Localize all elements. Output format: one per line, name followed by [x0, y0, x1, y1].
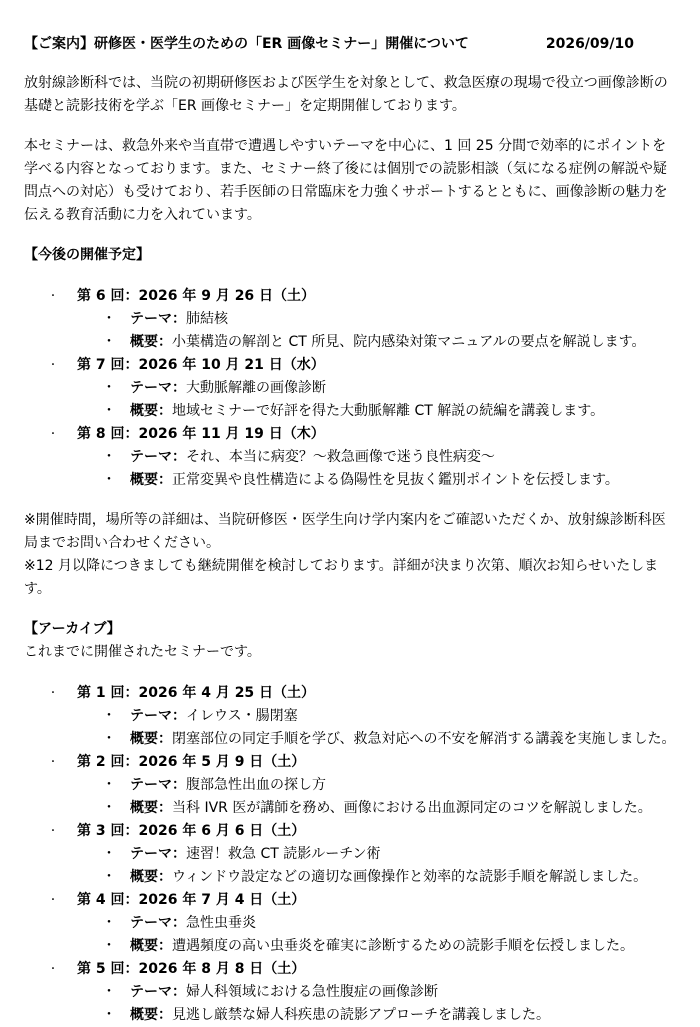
- session-details: [77, 446, 676, 492]
- session-heading: 第 3 回：2026 年 6 月 6 日（土）: [77, 823, 306, 839]
- upcoming-session-list: [24, 285, 676, 492]
- theme-text: 婦人科領域における急性腹症の画像診断: [186, 984, 438, 1000]
- session-summary: [77, 935, 676, 958]
- summary-text: 遭遇頻度の高い虫垂炎を確実に診断するための読影手順を伝授しました。: [172, 938, 634, 954]
- session-summary: [77, 728, 676, 751]
- session-summary: [77, 331, 676, 354]
- intro-paragraph-1: 放射線診断科では、当院の初期研修医および医学生を対象として、救急医療の現場で役立つ画像診断の基礎と読影技術を学ぶ「ER 画像セミナー」を定期開催しております。: [24, 75, 668, 114]
- theme-label: テーマ：: [130, 380, 186, 396]
- document-title: 【ご案内】研修医・医学生のための「ER 画像セミナー」開催について: [24, 36, 469, 52]
- session-heading: 第 5 回：2026 年 8 月 8 日（土）: [77, 961, 306, 977]
- session-theme: [77, 705, 676, 728]
- theme-label: テーマ：: [130, 915, 186, 931]
- session-theme: [77, 446, 676, 469]
- session-heading: 第 1 回：2026 年 4 月 25 日（土）: [77, 685, 316, 701]
- summary-text: 見逃し厳禁な婦人科疾患の読影アプローチを講義しました。: [172, 1007, 550, 1023]
- session-theme: [77, 843, 676, 866]
- notes-block: [24, 509, 676, 601]
- session-heading: 第 7 回：2026 年 10 月 21 日（水）: [77, 357, 325, 373]
- session-theme: [77, 912, 676, 935]
- summary-text: 当科 IVR 医が講師を務め、画像における出血源同定のコツを解説しました。: [172, 800, 652, 816]
- session-details: [77, 377, 676, 423]
- theme-label: テーマ：: [130, 846, 186, 862]
- bullet-icon: ・: [102, 846, 116, 862]
- session-details: [77, 981, 676, 1027]
- theme-text: 速習！救急 CT 読影ルーチン術: [186, 846, 381, 862]
- session-theme: [77, 308, 676, 331]
- bullet-icon: ·: [50, 754, 56, 770]
- bullet-icon: ・: [102, 869, 116, 885]
- session-summary: [77, 797, 676, 820]
- session-item: [24, 354, 676, 423]
- session-details: [77, 774, 676, 820]
- session-details: [77, 308, 676, 354]
- summary-label: 概要：: [130, 869, 172, 885]
- session-heading: 第 4 回：2026 年 7 月 4 日（土）: [77, 892, 306, 908]
- theme-label: テーマ：: [130, 449, 186, 465]
- session-item: [24, 751, 676, 820]
- session-item: [24, 958, 676, 1027]
- session-item: [24, 820, 676, 889]
- note-text: ※開催時間，場所等の詳細は、当院研修医・医学生向け学内案内をご確認いただくか、放射線診断科医局までお問い合わせください。: [24, 512, 666, 551]
- session-theme: [77, 377, 676, 400]
- theme-text: 大動脈解離の画像診断: [186, 380, 326, 396]
- summary-label: 概要：: [130, 731, 172, 747]
- theme-text: 肺結核: [186, 311, 228, 327]
- session-item: [24, 889, 676, 958]
- session-details: [77, 705, 676, 751]
- archive-intro: これまでに開催されたセミナーです。: [24, 644, 261, 660]
- bullet-icon: ・: [102, 380, 116, 396]
- theme-label: テーマ：: [130, 984, 186, 1000]
- theme-text: 急性虫垂炎: [186, 915, 256, 931]
- intro-paragraph-2: 本セミナーは、救急外来や当直帯で遭遇しやすいテーマを中心に、1 回 25 分間で効率的にポイントを学べる内容となっております。また、セミナー終了後には個別での読影相談（気になる症例の解説や疑問点への対応）も受けており、若手医師の日常臨床を力強くサポートするとともに、画像診断の魅力を伝える教育活動に力を入れています。: [24, 138, 668, 223]
- summary-label: 概要：: [130, 403, 172, 419]
- session-theme: [77, 981, 676, 1004]
- bullet-icon: ・: [102, 449, 116, 465]
- bullet-icon: ・: [102, 938, 116, 954]
- theme-text: イレウス・腸閉塞: [186, 708, 298, 724]
- document-date: 2026/09/10: [545, 36, 634, 52]
- session-summary: [77, 400, 676, 423]
- bullet-icon: ・: [102, 915, 116, 931]
- summary-label: 概要：: [130, 800, 172, 816]
- note-text: ※12 月以降につきましても継続開催を検討しております。詳細が決まり次第、順次お知らせいたします。: [24, 558, 659, 597]
- summary-text: 小葉構造の解剖と CT 所見、院内感染対策マニュアルの要点を解説します。: [172, 334, 646, 350]
- bullet-icon: ・: [102, 800, 116, 816]
- header: [24, 34, 676, 54]
- theme-text: 腹部急性出血の探し方: [186, 777, 326, 793]
- session-item: [24, 285, 676, 354]
- upcoming-section-title: 【今後の開催予定】: [24, 247, 150, 263]
- bullet-icon: ・: [102, 1007, 116, 1023]
- summary-label: 概要：: [130, 1007, 172, 1023]
- session-heading: 第 8 回：2026 年 11 月 19 日（木）: [77, 426, 325, 442]
- session-item: [24, 682, 676, 751]
- theme-label: テーマ：: [130, 777, 186, 793]
- archive-session-list: [24, 682, 676, 1027]
- bullet-icon: ・: [102, 334, 116, 350]
- bullet-icon: ・: [102, 472, 116, 488]
- session-summary: [77, 1004, 676, 1027]
- theme-label: テーマ：: [130, 311, 186, 327]
- summary-label: 概要：: [130, 938, 172, 954]
- session-summary: [77, 469, 676, 492]
- session-item: [24, 423, 676, 492]
- bullet-icon: ・: [102, 403, 116, 419]
- bullet-icon: ·: [50, 823, 56, 839]
- summary-text: 閉塞部位の同定手順を学び、救急対応への不安を解消する講義を実施しました。: [172, 731, 676, 747]
- bullet-icon: ・: [102, 984, 116, 1000]
- bullet-icon: ·: [50, 288, 56, 304]
- bullet-icon: ・: [102, 777, 116, 793]
- session-details: [77, 912, 676, 958]
- session-theme: [77, 774, 676, 797]
- bullet-icon: ・: [102, 311, 116, 327]
- bullet-icon: ・: [102, 708, 116, 724]
- summary-text: 地域セミナーで好評を得た大動脈解離 CT 解説の続編を講義します。: [172, 403, 605, 419]
- bullet-icon: ·: [50, 357, 56, 373]
- summary-text: 正常変異や良性構造による偽陽性を見抜く鑑別ポイントを伝授します。: [172, 472, 619, 488]
- bullet-icon: ·: [50, 961, 56, 977]
- bullet-icon: ·: [50, 892, 56, 908]
- bullet-icon: ・: [102, 731, 116, 747]
- session-heading: 第 6 回：2026 年 9 月 26 日（土）: [77, 288, 316, 304]
- summary-text: ウィンドウ設定などの適切な画像操作と効率的な読影手順を解説しました。: [172, 869, 648, 885]
- session-summary: [77, 866, 676, 889]
- bullet-icon: ·: [50, 426, 56, 442]
- summary-label: 概要：: [130, 472, 172, 488]
- session-heading: 第 2 回：2026 年 5 月 9 日（土）: [77, 754, 306, 770]
- theme-label: テーマ：: [130, 708, 186, 724]
- bullet-icon: ·: [50, 685, 56, 701]
- theme-text: それ、本当に病変？～救急画像で迷う良性病変～: [186, 449, 495, 465]
- summary-label: 概要：: [130, 334, 172, 350]
- session-details: [77, 843, 676, 889]
- archive-section-title: 【アーカイブ】: [24, 621, 121, 637]
